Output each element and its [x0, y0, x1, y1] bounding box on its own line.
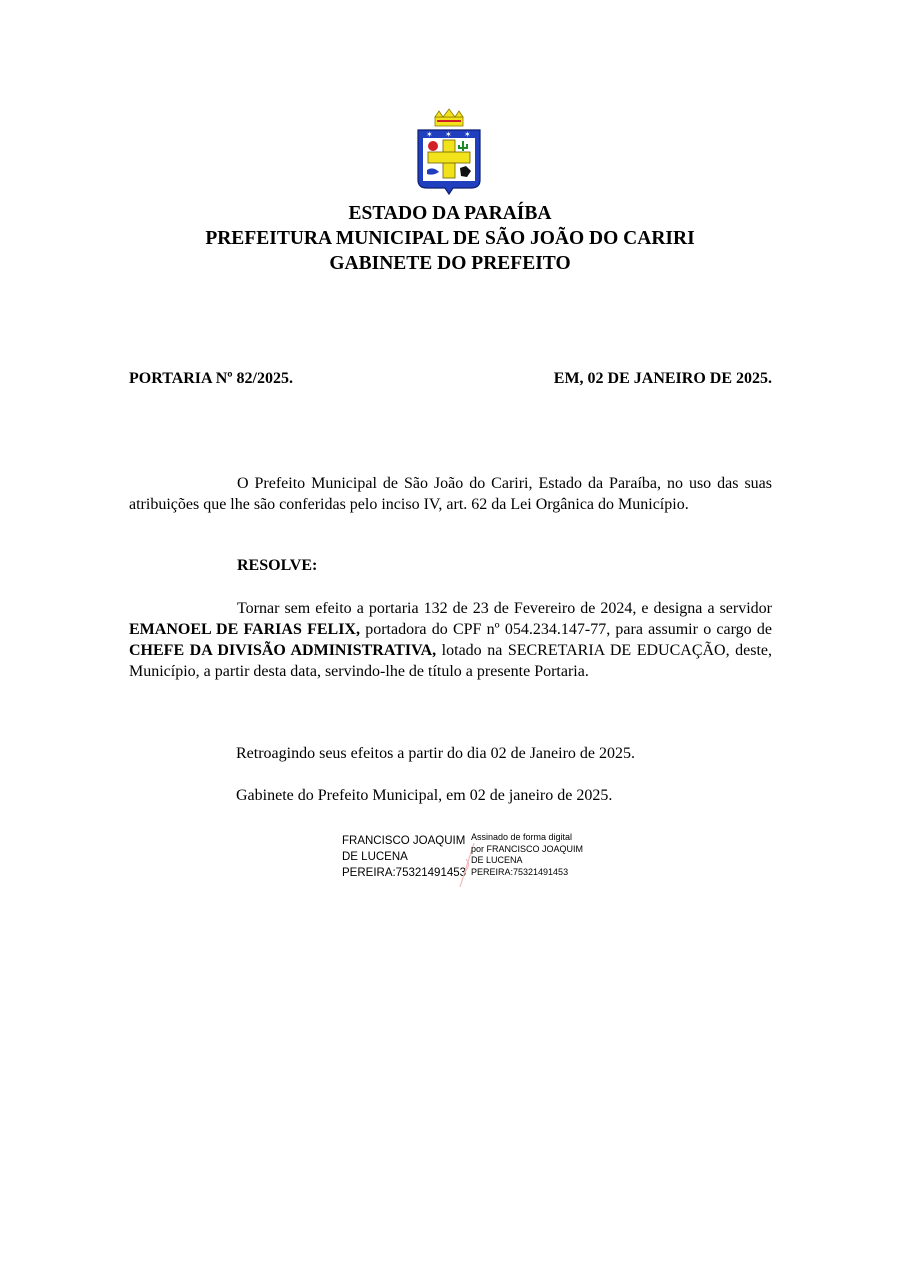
- office-date-line: Gabinete do Prefeito Municipal, em 02 de janeiro de 2025.: [236, 787, 613, 804]
- header-state: ESTADO DA PARAÍBA: [348, 203, 552, 224]
- document-header: [0, 201, 900, 276]
- signature-details: Assinado de forma digital por FRANCISCO JOAQUIM DE LUCENA PEREIRA:75321491453: [471, 832, 584, 878]
- portaria-number: PORTARIA Nº 82/2025.: [129, 370, 293, 387]
- svg-text:✶: ✶: [426, 130, 433, 139]
- intro-paragraph: O Prefeito Municipal de São João do Cariri, Estado da Paraíba, no uso das suas atribuições que lhe são conferidas pelo inciso IV, art. 62 da Lei Orgânica do Município.: [129, 475, 772, 513]
- header-office: GABINETE DO PREFEITO: [329, 253, 571, 274]
- position-title: CHEFE DA DIVISÃO ADMINISTRATIVA,: [129, 642, 437, 659]
- body-text-1: Tornar sem efeito a portaria 132 de 23 de Fevereiro de 2024, e designa a servidor: [237, 600, 772, 617]
- svg-text:✶: ✶: [464, 130, 471, 139]
- servant-name: EMANOEL DE FARIAS FELIX,: [129, 621, 360, 638]
- retroactive-clause: Retroagindo seus efeitos a partir do dia 02 de Janeiro de 2025.: [236, 745, 635, 762]
- body-text-2: portadora do CPF nº 054.234.147-77, para assumir o cargo de: [359, 621, 772, 638]
- portaria-date: EM, 02 DE JANEIRO DE 2025.: [553, 370, 772, 387]
- municipal-coat-of-arms: [413, 108, 485, 196]
- header-prefecture: PREFEITURA MUNICIPAL DE SÃO JOÃO DO CARIRI: [205, 228, 695, 249]
- portaria-meta: [129, 370, 772, 388]
- body-paragraph: [129, 598, 772, 682]
- body-text-3: lotado na SECRETARIA DE EDUCAÇÃO, deste, Município, a partir desta data, servindo-lhe de título a presente Portaria.: [129, 642, 772, 680]
- resolve-heading: RESOLVE:: [237, 557, 318, 574]
- signer-name: FRANCISCO JOAQUIM DE LUCENA PEREIRA:75321491453: [342, 835, 467, 879]
- svg-text:✶: ✶: [445, 130, 452, 139]
